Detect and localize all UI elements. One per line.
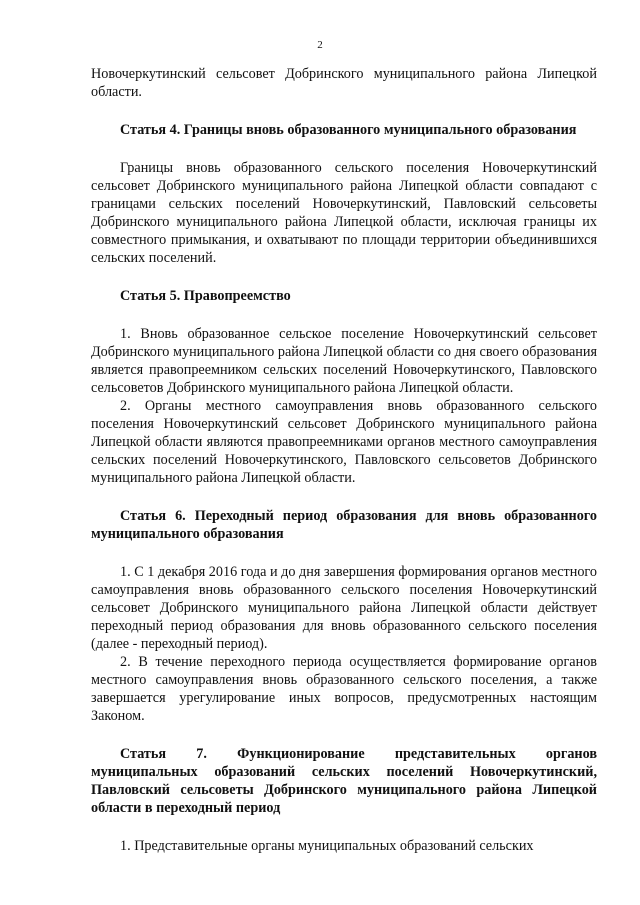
article-paragraph: 2. Органы местного самоуправления вновь образованного сельского поселения Новочеркутинский сельсовет Добринского муниципального района Липецкой области являются правопреемниками органов местного самоуправления сельских поселений Новочеркутинского, Павловского сельсоветов Добринского муниципального района Липецкой области. (91, 398, 597, 486)
article-paragraph: 1. Вновь образованное сельское поселение Новочеркутинский сельсовет Добринского муниципального района Липецкой области со дня своего образования является правопреемником сельских поселений Новочеркутинского, Павловского сельсоветов Добринского муниципального района Липецкой области. (91, 326, 597, 396)
article-title: Статья 7. Функционирование представительных органов муниципальных образований сельских поселений Новочеркутинский, Павловский сельсоветы Добринского муниципального района Липецкой области в переходный период (91, 746, 597, 816)
document-body (91, 65, 597, 855)
article-paragraph: 1. С 1 декабря 2016 года и до дня завершения формирования органов местного самоуправления вновь образованного сельского поселения Новочеркутинский сельсовет Добринского муниципального района Липецкой области действует переходный период образования для вновь образованного сельского поселения (далее - переходный период). (91, 564, 597, 652)
intro-paragraph: Новочеркутинский сельсовет Добринского муниципального района Липецкой области. (91, 66, 597, 100)
page-number: 2 (317, 39, 323, 51)
article-5 (91, 287, 597, 487)
article-title: Статья 6. Переходный период образования для вновь образованного муниципального образования (91, 508, 597, 542)
article-7 (91, 745, 597, 855)
article-title: Статья 4. Границы вновь образованного муниципального образования (120, 122, 577, 138)
article-paragraph: 1. Представительные органы муниципальных образований сельских (120, 838, 534, 854)
article-paragraph: Границы вновь образованного сельского поселения Новочеркутинский сельсовет Добринского муниципального района Липецкой области совпадают с границами сельских поселений Новочеркутинский, Павловский сельсоветы Добринского муниципального района Липецкой области, исключая границы их совместного примыкания, и охватывают по площади территории объединившихся сельских поселений. (91, 160, 597, 266)
article-6 (91, 507, 597, 725)
article-4 (91, 121, 597, 267)
article-title: Статья 5. Правопреемство (120, 288, 291, 304)
article-paragraph: 2. В течение переходного периода осуществляется формирование органов местного самоуправления вновь образованного сельского поселения, а также завершается урегулирование иных вопросов, предусмотренных настоящим Законом. (91, 654, 597, 724)
